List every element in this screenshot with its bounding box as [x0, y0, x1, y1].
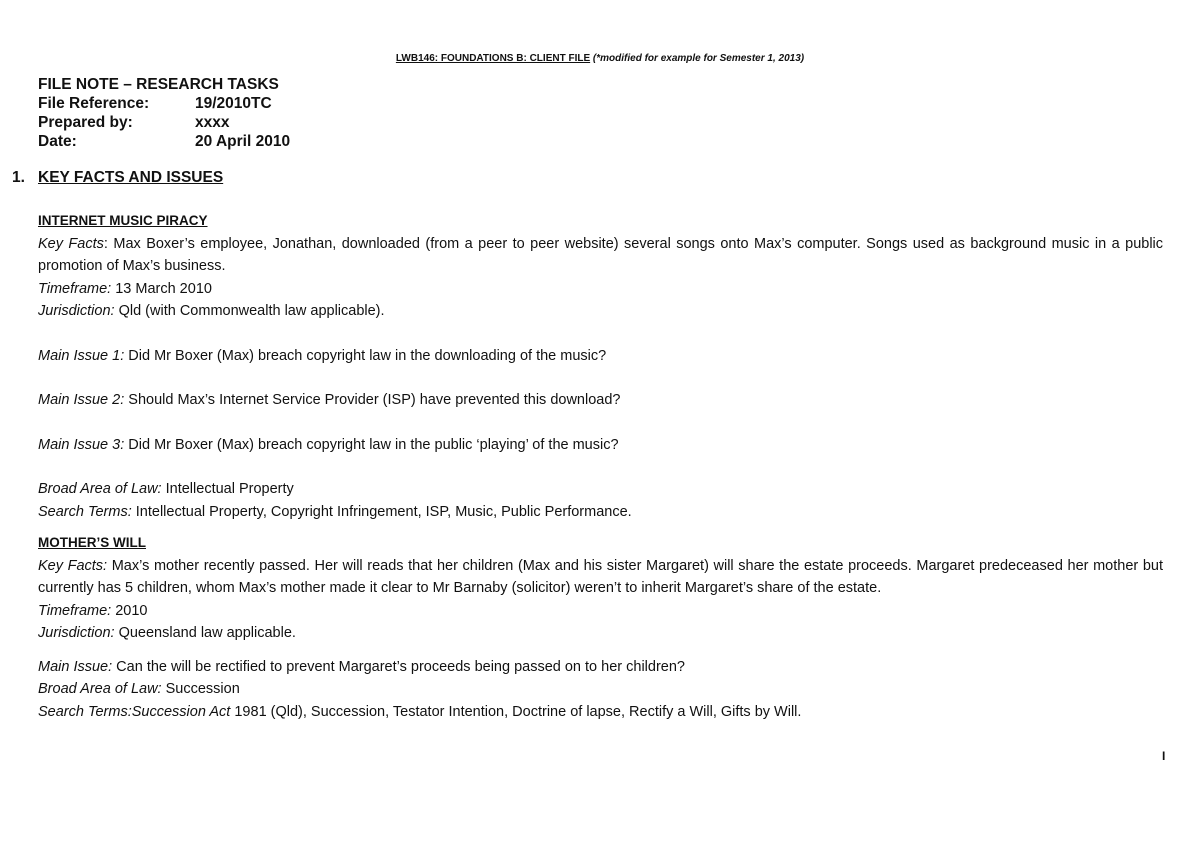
piracy-area-of-law: Broad Area of Law: Intellectual Property [38, 481, 294, 497]
piracy-section [38, 210, 1163, 523]
course-title: LWB146: FOUNDATIONS B: CLIENT FILE [395, 53, 591, 64]
date-value: 20 April 2010 [195, 133, 291, 150]
will-title: MOTHER’S WILL [38, 535, 146, 550]
piracy-title: INTERNET MUSIC PIRACY [38, 213, 208, 228]
will-section [38, 532, 1163, 723]
file-note-meta [38, 75, 290, 151]
key-facts-text: Max Boxer’s employee, Jonathan, downloaded (from a peer to peer website) several songs onto Max’s computer. Songs used as background music in a public promotion of Max’s business. [38, 235, 1164, 274]
page-marker: I [1162, 749, 1166, 763]
header-note: (*modified for example for Semester 1, 2013) [592, 53, 805, 64]
piracy-key-facts: Key Facts: Max Boxer’s employee, Jonathan, downloaded (from a peer to peer website) several songs onto Max’s computer. Songs used as background music in a public promotion of Max’s business. [38, 235, 1164, 274]
piracy-issue-1: Main Issue 1: Did Mr Boxer (Max) breach copyright law in the downloading of the music? [38, 347, 607, 364]
piracy-search-terms: Search Terms: Intellectual Property, Copyright Infringement, ISP, Music, Public Performance. [38, 503, 632, 520]
will-main-issue: Main Issue: Can the will be rectified to prevent Margaret’s proceeds being passed on to her children? [38, 658, 685, 675]
document-header [0, 53, 1200, 64]
file-reference-row [38, 94, 290, 113]
section-title: KEY FACTS AND ISSUES [38, 169, 224, 186]
section-heading [12, 169, 223, 187]
piracy-issue-2: Main Issue 2: Should Max’s Internet Service Provider (ISP) have prevented this download? [38, 392, 621, 408]
prepared-by-row [38, 113, 290, 132]
piracy-timeframe: Timeframe: 13 March 2010 [38, 280, 212, 297]
prepared-by-label: Prepared by: [38, 114, 133, 131]
section-number: 1. [12, 169, 25, 186]
will-jurisdiction: Jurisdiction: Queensland law applicable. [38, 625, 296, 641]
will-area-of-law: Broad Area of Law: Succession [38, 681, 240, 697]
file-reference-label: File Reference: [38, 95, 150, 112]
date-row [38, 132, 290, 151]
prepared-by-value: xxxx [195, 114, 230, 131]
piracy-jurisdiction: Jurisdiction: Qld (with Commonwealth law applicable). [38, 303, 385, 319]
date-label: Date: [38, 133, 77, 150]
file-note-title: FILE NOTE – RESEARCH TASKS [38, 76, 279, 93]
will-search-terms: Search Terms:Succession Act 1981 (Qld), Succession, Testator Intention, Doctrine of lapse, Rectify a Will, Gifts by Will. [38, 703, 802, 720]
file-reference-value: 19/2010TC [195, 95, 272, 112]
piracy-issue-3: Main Issue 3: Did Mr Boxer (Max) breach copyright law in the public ‘playing’ of the music? [38, 436, 619, 453]
key-facts-label: Key Facts [38, 235, 104, 252]
will-timeframe: Timeframe: 2010 [38, 602, 148, 619]
will-key-facts: Key Facts: Max’s mother recently passed. Her will reads that her children (Max and his sister Margaret) will share the estate proceeds. Margaret predeceased her mother but currently has 5 children, whom Max’s mother made it clear to Mr Barnaby (solicitor) weren’t to inherit Margaret’s share of the estate. [38, 557, 1163, 596]
